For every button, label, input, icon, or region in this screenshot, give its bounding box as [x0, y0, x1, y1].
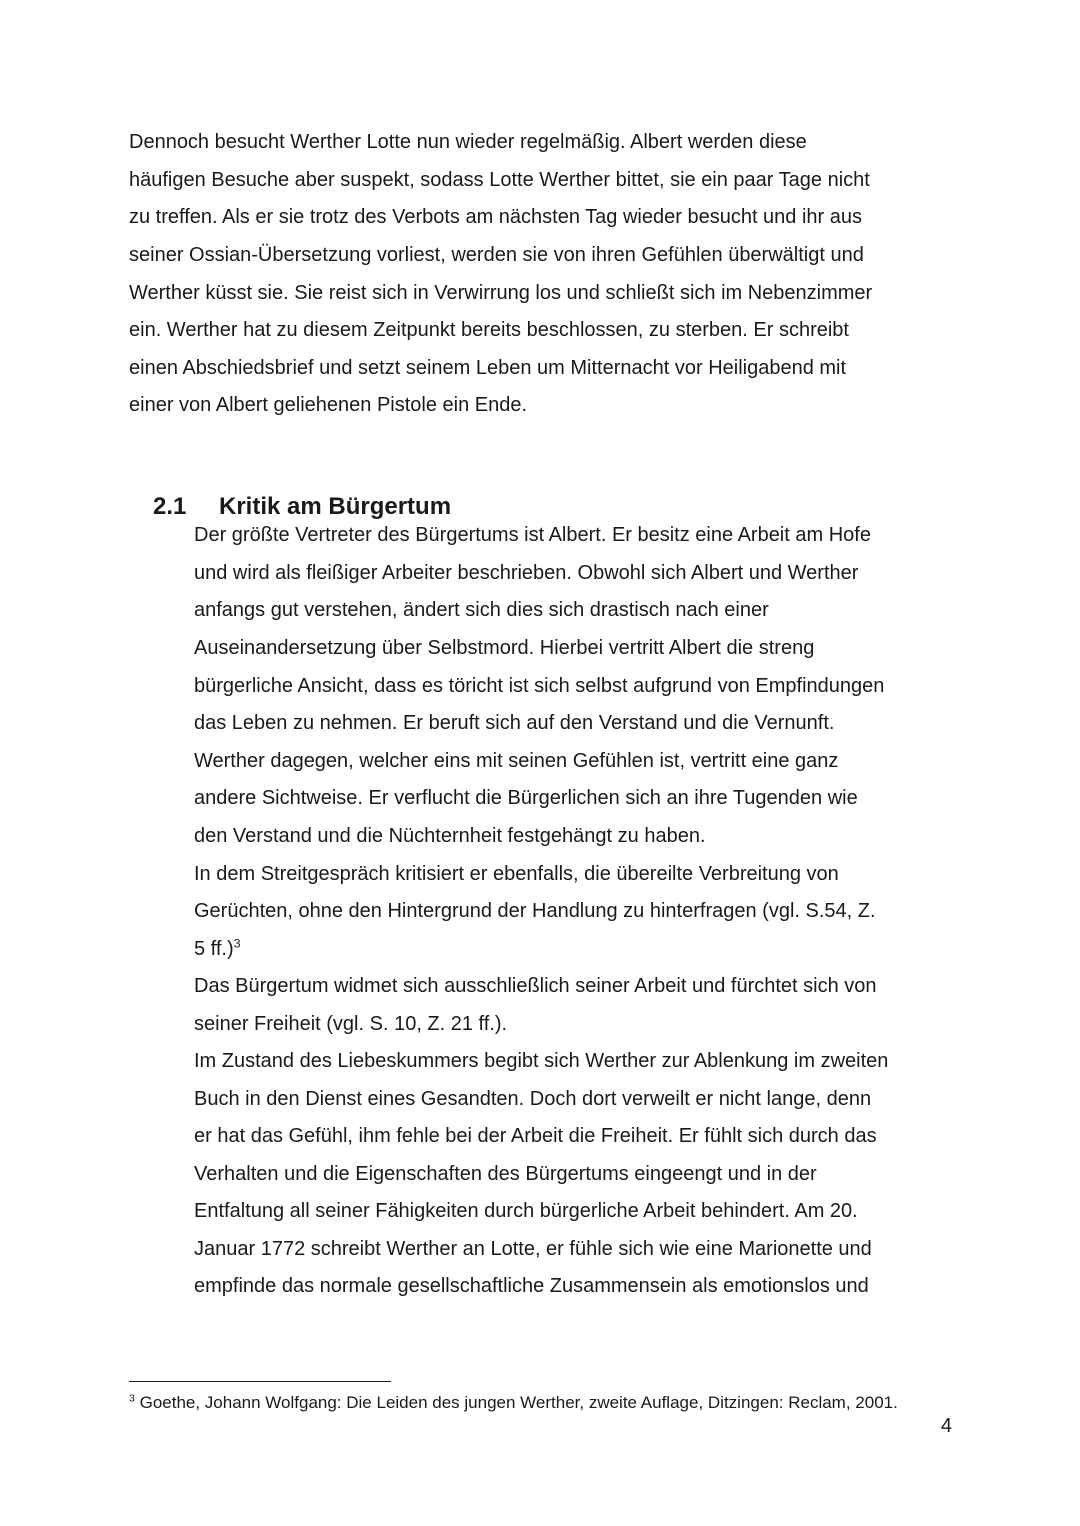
- text-line: seiner Freiheit (vgl. S. 10, Z. 21 ff.).: [194, 1013, 508, 1035]
- text-line-content: 5 ff.): [194, 938, 234, 960]
- footnote: [129, 1392, 898, 1414]
- text-line: Werther dagegen, welcher eins mit seinen Gefühlen ist, vertritt eine ganz: [194, 750, 839, 772]
- section-number: 2.1: [153, 493, 187, 520]
- text-line: häufigen Besuche aber suspekt, sodass Lotte Werther bittet, sie ein paar Tage nicht: [129, 169, 870, 191]
- footnote-divider: [129, 1381, 391, 1382]
- text-line: und wird als fleißiger Arbeiter beschrieben. Obwohl sich Albert und Werther: [194, 562, 859, 584]
- text-line: bürgerliche Ansicht, dass es töricht ist sich selbst aufgrund von Empfindungen: [194, 675, 885, 697]
- text-line: das Leben zu nehmen. Er beruft sich auf den Verstand und die Vernunft.: [194, 712, 835, 734]
- text-line: Im Zustand des Liebeskummers begibt sich Werther zur Ablenkung im zweiten: [194, 1050, 889, 1072]
- text-line: empfinde das normale gesellschaftliche Zusammensein als emotionslos und: [194, 1275, 869, 1297]
- text-line: In dem Streitgespräch kritisiert er ebenfalls, die übereilte Verbreitung von: [194, 863, 839, 885]
- section-title: Kritik am Bürgertum: [219, 493, 452, 520]
- text-line: einer von Albert geliehenen Pistole ein Ende.: [129, 394, 528, 416]
- text-line: einen Abschiedsbrief und setzt seinem Leben um Mitternacht vor Heiligabend mit: [129, 357, 847, 379]
- footnote-reference[interactable]: 3: [233, 936, 241, 951]
- text-line: ein. Werther hat zu diesem Zeitpunkt bereits beschlossen, zu sterben. Er schreibt: [129, 319, 849, 341]
- text-line: andere Sichtweise. Er verflucht die Bürgerlichen sich an ihre Tugenden wie: [194, 787, 858, 809]
- text-line: er hat das Gefühl, ihm fehle bei der Arbeit die Freiheit. Er fühlt sich durch das: [194, 1125, 877, 1147]
- section-heading: [153, 492, 451, 522]
- text-line: Der größte Vertreter des Bürgertums ist Albert. Er besitz eine Arbeit am Hofe: [194, 524, 871, 546]
- footnote-marker: 3: [129, 1392, 135, 1405]
- text-line: Werther küsst sie. Sie reist sich in Verwirrung los und schließt sich im Nebenzimmer: [129, 282, 873, 304]
- footnote-text: Goethe, Johann Wolfgang: Die Leiden des jungen Werther, zweite Auflage, Ditzingen: Reclam, 2001.: [139, 1393, 898, 1412]
- text-line: Auseinandersetzung über Selbstmord. Hierbei vertritt Albert die streng: [194, 637, 815, 659]
- text-line: anfangs gut verstehen, ändert sich dies sich drastisch nach einer: [194, 599, 769, 621]
- page-number: 4: [940, 1415, 952, 1437]
- text-line: Gerüchten, ohne den Hintergrund der Handlung zu hinterfragen (vgl. S.54, Z.: [194, 900, 876, 922]
- text-line: zu treffen. Als er sie trotz des Verbots am nächsten Tag wieder besucht und ihr aus: [129, 206, 863, 228]
- text-line: Verhalten und die Eigenschaften des Bürgertums eingeengt und in der: [194, 1163, 817, 1185]
- text-line: den Verstand und die Nüchternheit festgehängt zu haben.: [194, 825, 706, 847]
- text-line: Entfaltung all seiner Fähigkeiten durch bürgerliche Arbeit behindert. Am 20.: [194, 1200, 858, 1222]
- text-line: Das Bürgertum widmet sich ausschließlich seiner Arbeit und fürchtet sich von: [194, 975, 877, 997]
- text-line: seiner Ossian-Übersetzung vorliest, werden sie von ihren Gefühlen überwältigt und: [129, 244, 864, 266]
- text-line: Dennoch besucht Werther Lotte nun wieder regelmäßig. Albert werden diese: [129, 131, 807, 153]
- text-line: [194, 937, 241, 961]
- text-line: Buch in den Dienst eines Gesandten. Doch dort verweilt er nicht lange, denn: [194, 1088, 872, 1110]
- text-line: Januar 1772 schreibt Werther an Lotte, er fühle sich wie eine Marionette und: [194, 1238, 872, 1260]
